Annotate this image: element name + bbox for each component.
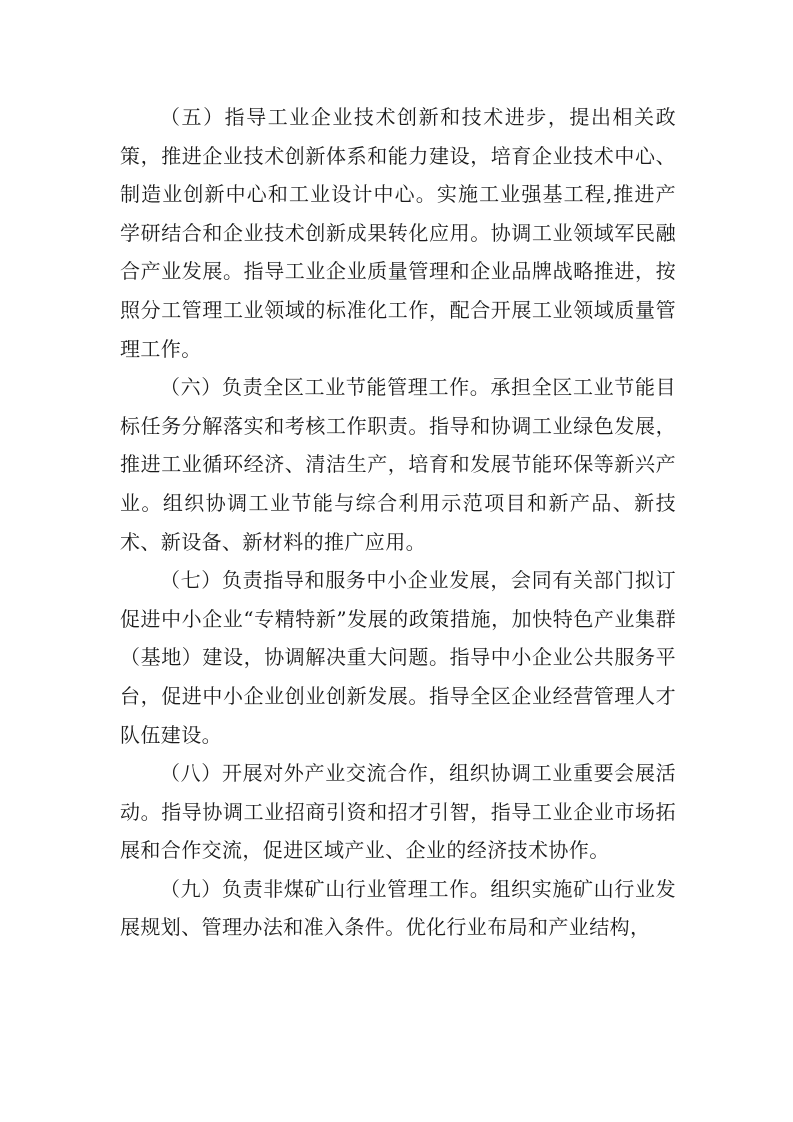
paragraph-8: （八）开展对外产业交流合作，组织协调工业重要会展活动。指导协调工业招商引资和招才引智，指导工业企业市场拓展和合作交流，促进区域产业、企业的经济技术协作。	[120, 761, 676, 863]
paragraph-9: （九）负责非煤矿山行业管理工作。组织实施矿山行业发展规划、管理办法和准入条件。优化行业布局和产业结构，	[120, 876, 676, 940]
document-body	[120, 98, 676, 947]
paragraph-5: （五）指导工业企业技术创新和技术进步，提出相关政策，推进企业技术创新体系和能力建设，培育企业技术中心、制造业创新中心和工业设计中心。实施工业强基工程,推进产学研结合和企业技术创新成果转化应用。协调工业领域军民融合产业发展。指导工业企业质量管理和企业品牌战略推进，按照分工管理工业领域的标准化工作，配合开展工业领域质量管理工作。	[120, 105, 676, 361]
paragraph-6: （六）负责全区工业节能管理工作。承担全区工业节能目标任务分解落实和考核工作职责。指导和协调工业绿色发展，推进工业循环经济、清洁生产，培育和发展节能环保等新兴产业。组织协调工业节能与综合利用示范项目和新产品、新技术、新设备、新材料的推广应用。	[120, 375, 676, 554]
paragraph-7: （七）负责指导和服务中小企业发展，会同有关部门拟订促进中小企业“专精特新”发展的政策措施，加快特色产业集群（基地）建设，协调解决重大问题。指导中小企业公共服务平台，促进中小企业创业创新发展。指导全区企业经营管理人才队伍建设。	[120, 568, 676, 747]
